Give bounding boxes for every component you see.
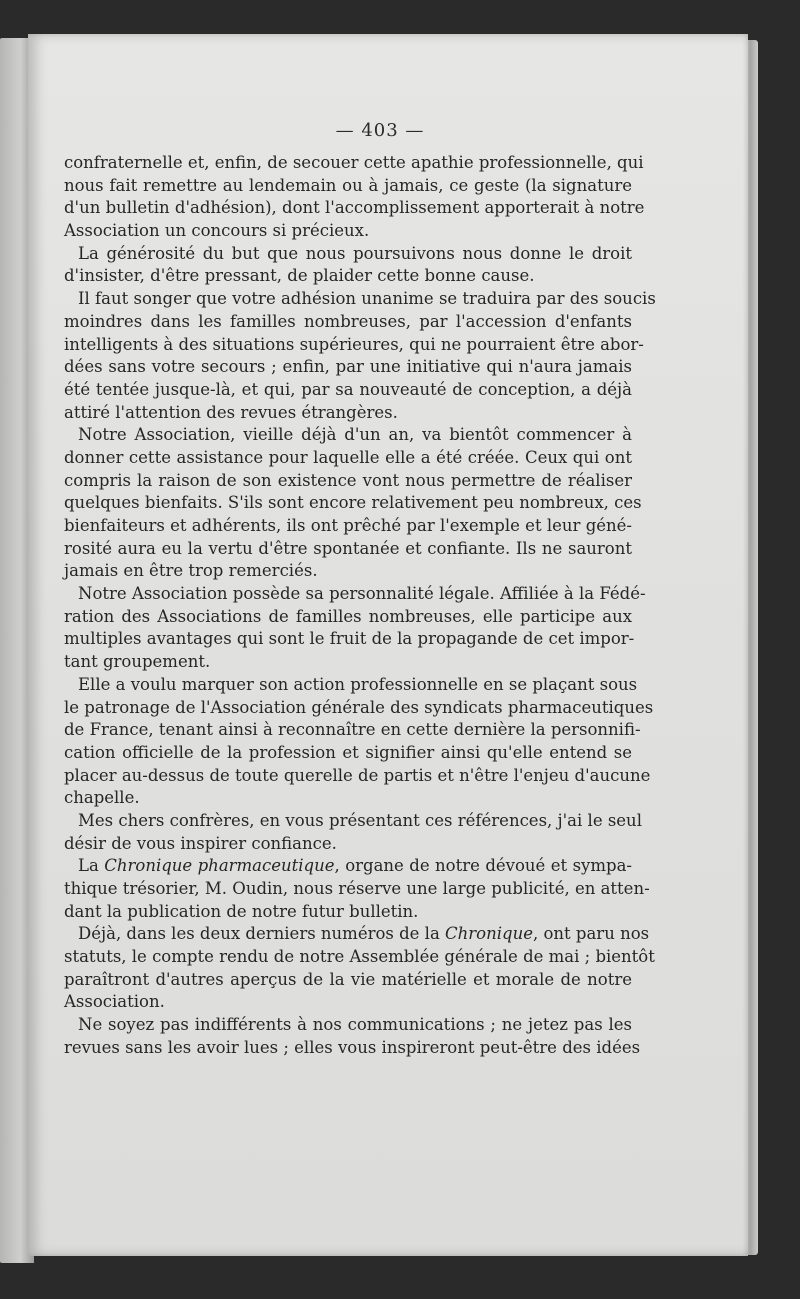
text-line: dées sans votre secours ; enfin, par une initiative qui n'aura jamais <box>64 357 632 377</box>
text-line: Notre Association possède sa personnalité légale. Affiliée à la Fédé- <box>78 584 646 604</box>
text-line: cation officielle de la profession et signifier ainsi qu'elle entend se <box>64 742 632 762</box>
text-line: ration des Associations de familles nombreuses, elle participe aux <box>64 606 632 626</box>
text-line: Mes chers confrères, en vous présentant ces références, j'ai le seul <box>78 810 642 830</box>
text-line: dant la publication de notre futur bulletin. <box>64 901 419 921</box>
text-line: donner cette assistance pour laquelle elle a été créée. Ceux qui ont <box>64 447 632 467</box>
text-line: chapelle. <box>64 788 140 808</box>
text-line: attiré l'attention des revues étrangères. <box>64 402 398 422</box>
text-line: Ne soyez pas indifférents à nos communications ; ne jetez pas les <box>78 1015 632 1035</box>
text-line: moindres dans les familles nombreuses, par l'accession d'enfants <box>64 311 632 331</box>
text-line: bienfaiteurs et adhérents, ils ont prêché par l'exemple et leur géné- <box>64 516 632 535</box>
text-line: Association un concours si précieux. <box>64 221 370 241</box>
page-number: — 403 — <box>335 120 425 141</box>
text-line: La générosité du but que nous poursuivons nous donne le droit <box>78 243 632 263</box>
text-line: placer au-dessus de toute querelle de partis et n'être l'enjeu d'aucune <box>64 765 651 785</box>
book-page <box>28 34 748 1256</box>
text-line: été tentée jusque-là, et qui, par sa nouveauté de conception, a déjà <box>64 379 632 399</box>
text-line: d'insister, d'être pressant, de plaider cette bonne cause. <box>64 266 535 286</box>
text-line: le patronage de l'Association générale des syndicats pharmaceutiques <box>64 697 654 717</box>
text-line: multiples avantages qui sont le fruit de la propagande de cet impor- <box>64 629 635 649</box>
text-line: intelligents à des situations supérieures, qui ne pourraient être abor- <box>64 334 644 354</box>
text-line: nous fait remettre au lendemain ou à jamais, ce geste (la signature <box>64 175 632 195</box>
text-line: confraternelle et, enfin, de secouer cette apathie professionnelle, qui <box>64 153 644 172</box>
text-line: d'un bulletin d'adhésion), dont l'accomplissement apporterait à notre <box>64 198 645 218</box>
text-line: statuts, le compte rendu de notre Assemblée générale de mai ; bientôt <box>64 947 655 967</box>
text-line: désir de vous inspirer confiance. <box>64 833 337 853</box>
text-line: quelques bienfaits. S'ils sont encore relativement peu nombreux, ces <box>64 493 642 513</box>
text-line: paraîtront d'autres aperçus de la vie matérielle et morale de notre <box>64 969 632 989</box>
text-line: Notre Association, vieille déjà d'un an, va bientôt commencer à <box>78 425 632 445</box>
journal-title: Chronique pharmaceutique <box>104 856 335 876</box>
text-line: tant groupement. <box>64 652 211 672</box>
text-line: compris la raison de son existence vont nous permettre de réaliser <box>64 470 632 490</box>
text-line: Déjà, dans les deux derniers numéros de la Chronique, ont paru nos <box>78 924 650 944</box>
text-line: revues sans les avoir lues ; elles vous inspireront peut-être des idées <box>64 1037 641 1057</box>
text-line: Association. <box>64 992 165 1012</box>
text-line: thique trésorier, M. Oudin, nous réserve une large publicité, en atten- <box>64 879 650 898</box>
text-line: jamais en être trop remerciés. <box>64 561 318 581</box>
text-line: de France, tenant ainsi à reconnaître en cette dernière la personnifi- <box>64 720 641 740</box>
text-line: rosité aura eu la vertu d'être spontanée et confiante. Ils ne sauront <box>64 538 632 558</box>
journal-title: Chronique <box>445 924 533 944</box>
text-line: La Chronique pharmaceutique, organe de notre dévoué et sympa- <box>78 856 632 876</box>
text-line: Elle a voulu marquer son action professionnelle en se plaçant sous <box>78 674 638 694</box>
body-text <box>64 152 656 1060</box>
text-line: Il faut songer que votre adhésion unanime se traduira par des soucis <box>78 289 656 309</box>
